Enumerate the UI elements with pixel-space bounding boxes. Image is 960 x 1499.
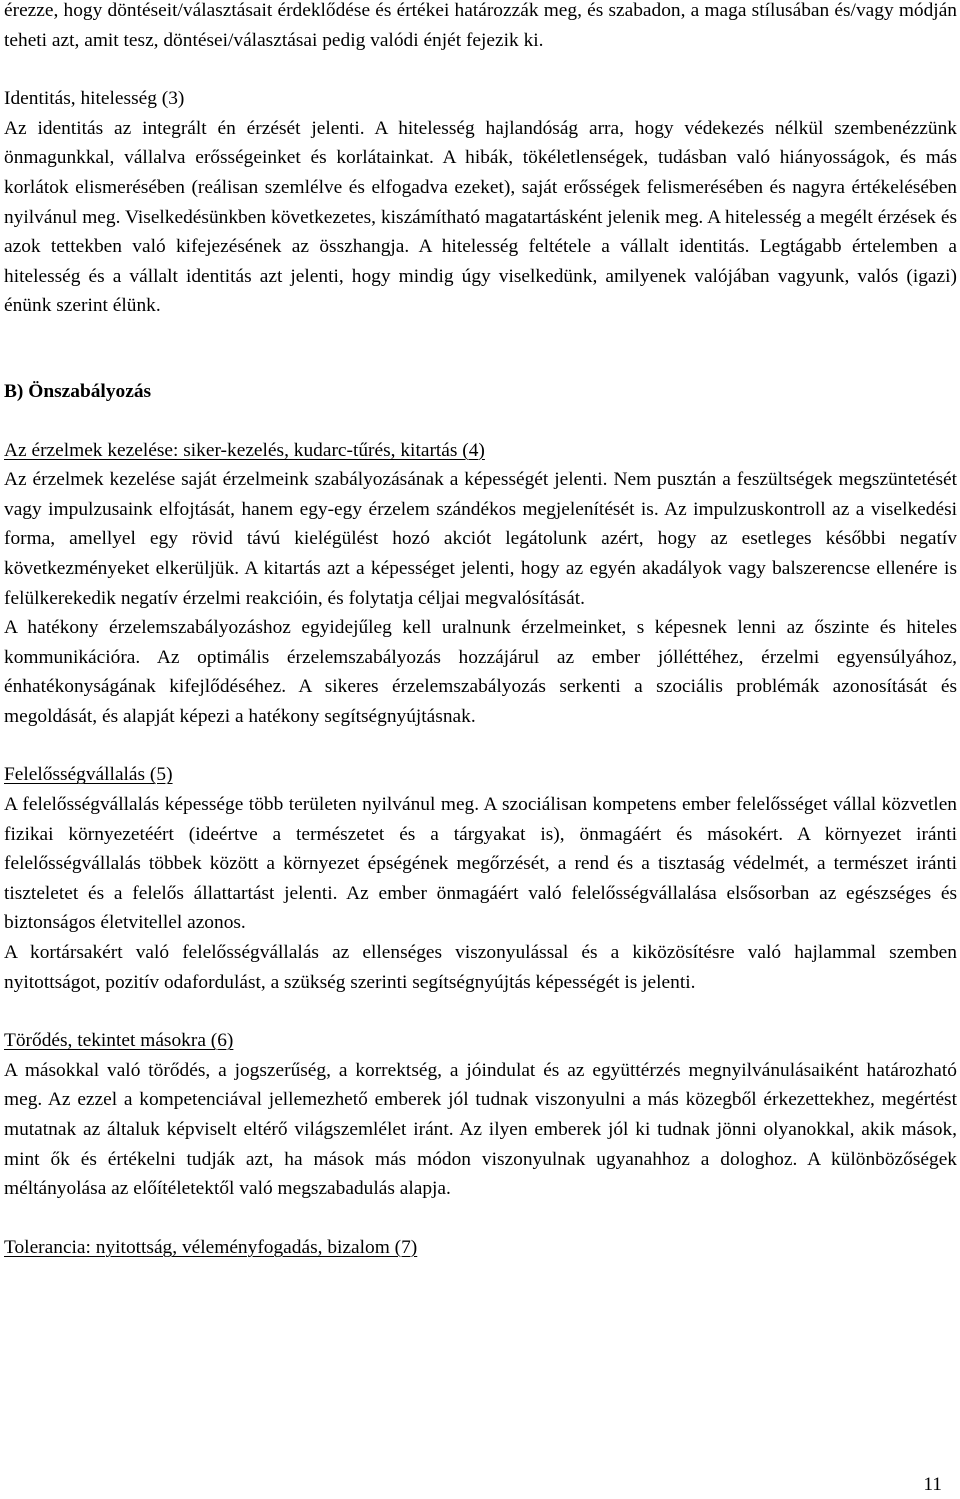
spacer (4, 731, 957, 760)
intro-paragraph: érezze, hogy döntéseit/választásait érdeklődése és értékei határozzák meg, és szabadon, a maga stílusában és/vagy módján teheti azt, amit tesz, döntései/választásai pedig valódi énjét fejezik ki. (4, 0, 957, 51)
document-page (4, 0, 957, 1262)
spacer (4, 1204, 957, 1233)
spacer (4, 55, 957, 84)
responsibility-paragraph-1: A felelősségvállalás képessége több területen nyilvánul meg. A szociálisan kompetens ember felelősséget vállal közvetlen fizikai környezetéért (ideértve a természetet és a tárgyakat is), önmagáért és másokért. A környezet iránti felelősségvállalás többek között a környezet épségének megőrzését, a rend és a tisztaság védelmét, a természet iránti tiszteletet és a felelős állattartást jelenti. Az ember önmagáért való felelősségvállalása elsősorban az egészséges és biztonságos életvitellel azonos. (4, 794, 957, 934)
identity-paragraph: Az identitás az integrált én érzését jelenti. A hitelesség hajlandóság arra, hogy védekezés nélkül szembenézzünk önmagunkkal, vállalva erősségeinket és korlátainkat. A hibák, tökéletlenségek, tudásban való hiányosságok, és más korlátok elismerésében (reálisan szemlélve és elfogadva ezeket), saját erősségek felismerésében és nagyra értékelésében nyilvánul meg. Viselkedésünkben következetes, kiszámítható magatartásként jelenik meg. A hitelesség a megélt érzések és azok tettekben való kifejezésének az összhangja. A hitelesség feltétele a vállalt identitás. Legtágabb értelemben a hitelesség és a vállalt identitás azt jelenti, hogy mindig úgy viselkedünk, amilyenek valójában vagyunk, valós (igazi) énünk szerint élünk. (4, 117, 957, 317)
responsibility-heading: Felelősségvállalás (5) (4, 764, 173, 786)
spacer (4, 407, 957, 436)
section-b-title: B) Önszabályozás (4, 380, 152, 402)
emotion-management-heading: Az érzelmek kezelése: siker-kezelés, kudarc-tűrés, kitartás (4) (4, 439, 485, 461)
care-paragraph: A másokkal való törődés, a jogszerűség, a korrektség, a jóindulat és az együttérzés megnyilvánulásaiként határozható meg. Az ezzel a kompetenciával jellemezhető emberek jól tudnak viszonyulni a más közegből érkezettekhez, megértést mutatnak az általuk képviselt eltérő világszemlélet iránt. Az ilyen emberek jól ki tudnak jönni olyanokkal, akik mások, mint ők és értékelni tudják azt, ha mások más módon viszonyulnak ugyanahhoz a dologhoz. A különbözőségek méltányolása az előítéletektől való megszabadulás alapja. (4, 1059, 957, 1200)
page-number: 11 (923, 1474, 942, 1495)
spacer (4, 997, 957, 1026)
responsibility-paragraph-2: A kortársakért való felelősségvállalás az ellenséges viszonyulással és a kiközösítésre való hajlammal szemben nyitottságot, pozitív odafordulást, a szükség szerinti segítségnyújtás képességét is jelenti. (4, 942, 957, 993)
care-heading: Törődés, tekintet másokra (6) (4, 1030, 234, 1052)
spacer (4, 321, 957, 349)
identity-heading: Identitás, hitelesség (3) (4, 88, 185, 110)
emotion-paragraph-1: Az érzelmek kezelése saját érzelmeink szabályozásának a képességét jelenti. Nem pusztán a feszültségek megszüntetését vagy impulzusaink elfojtását, hanem egy-egy érzelem szándékos megjelenítését is. Az impulzuskontroll az a viselkedési forma, amellyel egy rövid távú kielégülést hozó akciót legátolunk azért, hogy az esetleges későbbi negatív következményeket elkerüljük. A kitartás azt a képességet jelenti, hogy az egyén akadályok vagy balszerencse ellenére is felülkerekedik negatív érzelmi reakcióin, és folytatja céljai megvalósítását. (4, 469, 957, 609)
spacer (4, 349, 957, 377)
tolerance-heading: Tolerancia: nyitottság, véleményfogadás, bizalom (7) (4, 1236, 418, 1258)
emotion-paragraph-2: A hatékony érzelemszabályozáshoz egyidejűleg kell uralnunk érzelmeinket, s képesnek lenni az őszinte és hiteles kommunikációra. Az optimális érzelemszabályozás hozzájárul az ember jólléttéhez, érzelmi egyensúlyához, énhatékonyságának kifejlődéséhez. A sikeres érzelemszabályozás serkenti a szociális problémák azonosítását és megoldását, és alapját képezi a hatékony segítségnyújtásnak. (4, 617, 957, 727)
